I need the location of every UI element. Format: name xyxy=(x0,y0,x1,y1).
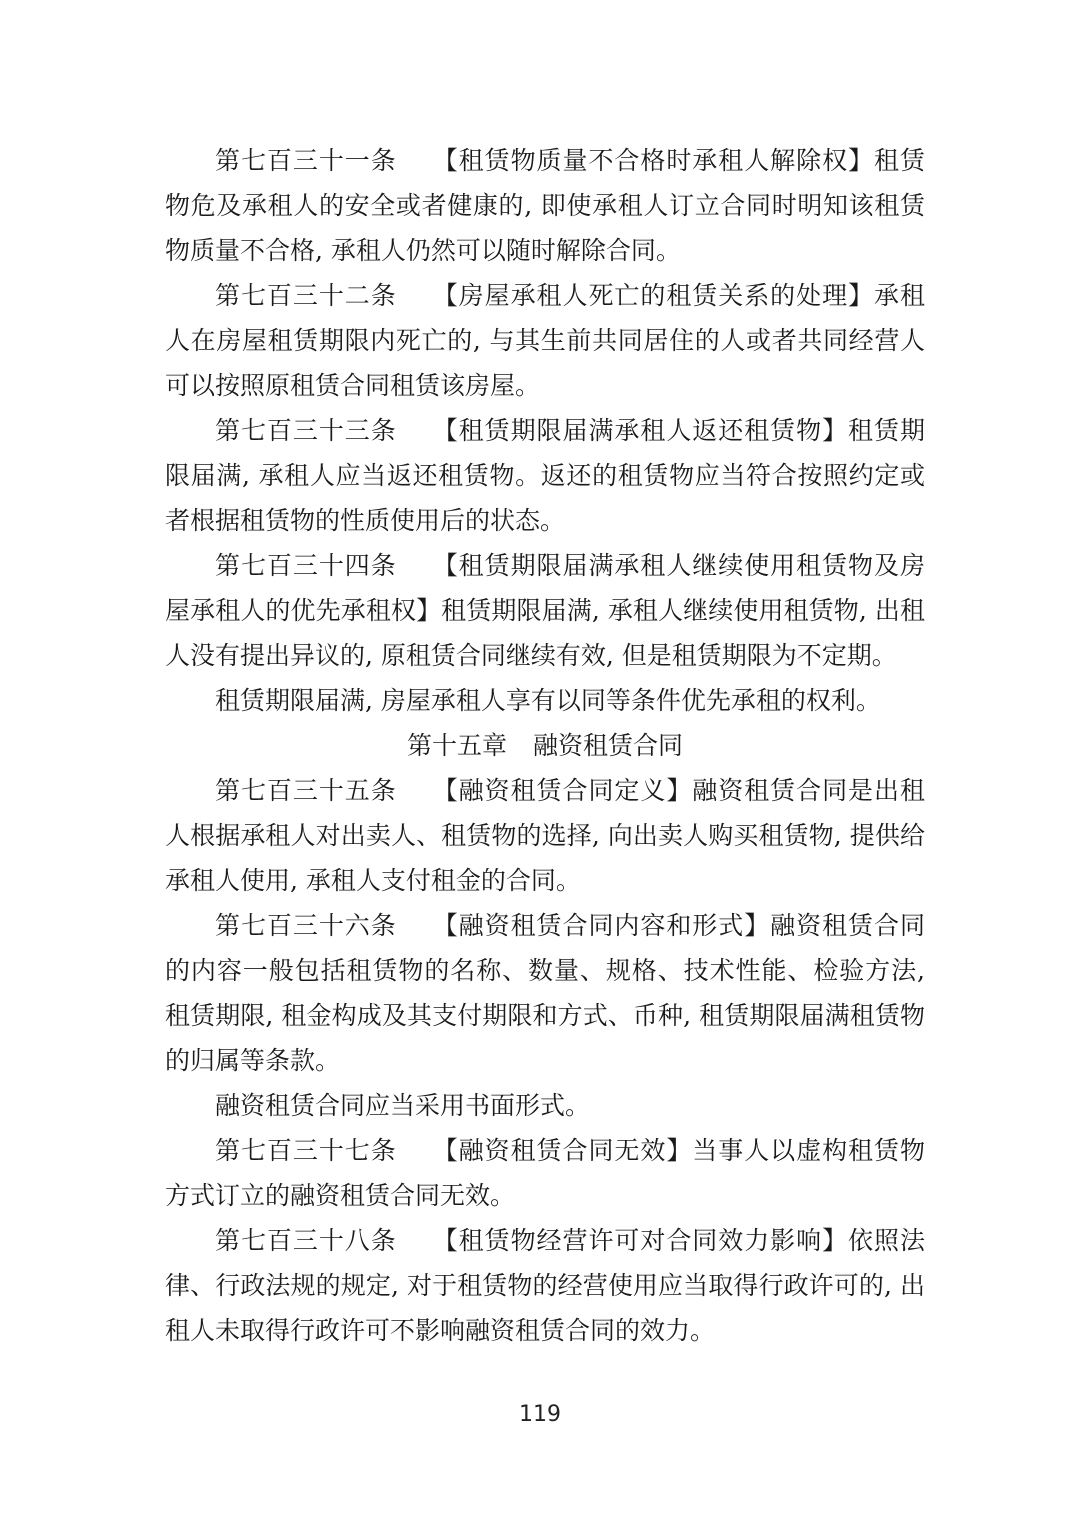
chapter-heading xyxy=(165,723,925,768)
article-number: 第七百三十四条 xyxy=(215,551,397,580)
article-text: 【融资租赁合同内容和形式】融资租赁合同的内容一般包括租赁物的名称、数量、规格、技术性能、检验方法, 租赁期限, 租金构成及其支付期限和方式、币种, 租赁期限届满租赁物的归属等条款。 xyxy=(165,911,925,1075)
article-number: 第七百三十七条 xyxy=(215,1136,397,1165)
article-text: 【融资租赁合同无效】当事人以虚构租赁物方式订立的融资租赁合同无效。 xyxy=(165,1136,925,1210)
article-738 xyxy=(165,1218,925,1353)
page-number: 119 xyxy=(519,1402,561,1427)
article-number: 第七百三十一条 xyxy=(215,146,397,175)
article-number: 第七百三十六条 xyxy=(215,911,397,940)
article-text: 【租赁物经营许可对合同效力影响】依照法律、行政法规的规定, 对于租赁物的经营使用应当取得行政许可的, 出租人未取得行政许可不影响融资租赁合同的效力。 xyxy=(165,1226,925,1345)
article-734 xyxy=(165,543,925,678)
article-text: 【融资租赁合同定义】融资租赁合同是出租人根据承租人对出卖人、租赁物的选择, 向出卖人购买租赁物, 提供给承租人使用, 承租人支付租金的合同。 xyxy=(165,776,925,895)
article-736-paragraph-2: 融资租赁合同应当采用书面形式。 xyxy=(215,1091,591,1120)
article-736 xyxy=(165,903,925,1083)
article-734-paragraph-2: 租赁期限届满, 房屋承租人享有以同等条件优先承租的权利。 xyxy=(215,686,881,715)
article-number: 第七百三十三条 xyxy=(215,416,397,445)
article-text: 【租赁期限届满承租人返还租赁物】租赁期限届满, 承租人应当返还租赁物。返还的租赁物应当符合按照约定或者根据租赁物的性质使用后的状态。 xyxy=(165,416,925,535)
article-737 xyxy=(165,1128,925,1218)
document-page xyxy=(165,138,925,1353)
article-number: 第七百三十八条 xyxy=(215,1226,397,1255)
article-733 xyxy=(165,408,925,543)
article-text: 【房屋承租人死亡的租赁关系的处理】承租人在房屋租赁期限内死亡的, 与其生前共同居住的人或者共同经营人可以按照原租赁合同租赁该房屋。 xyxy=(165,281,925,400)
article-text: 【租赁物质量不合格时承租人解除权】租赁物危及承租人的安全或者健康的, 即使承租人订立合同时明知该租赁物质量不合格, 承租人仍然可以随时解除合同。 xyxy=(165,146,925,265)
article-number: 第七百三十五条 xyxy=(215,776,397,805)
article-735 xyxy=(165,768,925,903)
article-731 xyxy=(165,138,925,273)
article-number: 第七百三十二条 xyxy=(215,281,397,310)
chapter-title: 融资租赁合同 xyxy=(533,731,684,760)
chapter-number: 第十五章 xyxy=(406,731,507,760)
article-text: 【租赁期限届满承租人继续使用租赁物及房屋承租人的优先承租权】租赁期限届满, 承租人继续使用租赁物, 出租人没有提出异议的, 原租赁合同继续有效, 但是租赁期限为不定期。 xyxy=(165,551,925,670)
article-732 xyxy=(165,273,925,408)
